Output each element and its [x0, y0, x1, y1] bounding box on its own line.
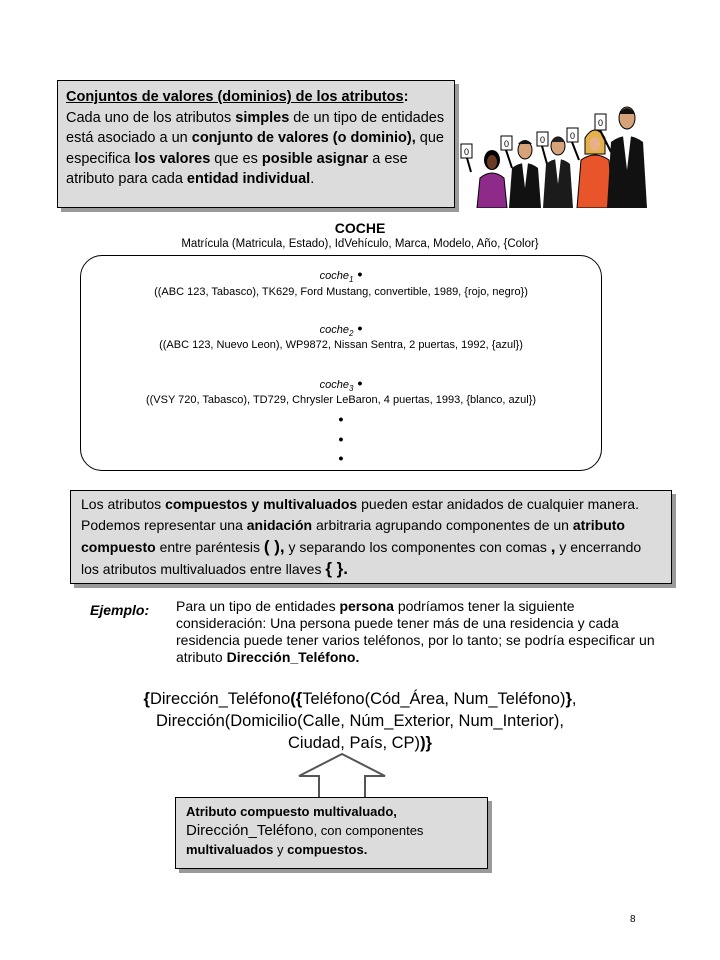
ellipsis-dot: •	[338, 411, 344, 427]
definition-text: a ese atributo para cada	[66, 150, 408, 187]
definition-text: de un tipo de entidades está asociado a un	[66, 109, 445, 146]
entity-values-2: ((ABC 123, Nuevo Leon), WP9872, Nissan Sentra, 2 puertas, 1992, {azul})	[159, 339, 523, 351]
svg-text:0: 0	[540, 135, 546, 145]
entity-name-text: coche	[319, 379, 349, 391]
formula-brace: ({	[290, 690, 303, 708]
svg-text:0: 0	[598, 118, 604, 128]
compound-bold: anidación	[246, 517, 313, 533]
note-text: , con componentes	[313, 823, 424, 838]
braces-symbol: { }.	[325, 559, 349, 578]
definition-text: Cada uno de los atributos	[66, 109, 236, 126]
note-bold: multivaluados	[186, 842, 274, 857]
comma-symbol: ,	[550, 537, 556, 556]
example-plain: podríamos tener la siguiente consideración: Una persona puede tener más de una residencia y cada residencia puede tener varios teléfonos, por lo tanto; se podría especificar un atributo	[176, 598, 655, 665]
formula-line: Dirección(Domicilio(Calle, Núm_Exterior, Num_Interior),	[155, 712, 565, 730]
example-bold: Dirección_Teléfono.	[226, 649, 360, 665]
note-bold: compuestos.	[287, 842, 368, 857]
entity-bullet: •	[357, 266, 363, 282]
example-bold: persona	[339, 598, 394, 614]
entity-attributes: Matrícula (Matricula, Estado), IdVehículo, Marca, Modelo, Año, {Color}	[181, 238, 539, 250]
definition-text: que es	[210, 150, 262, 167]
voting-people-illustration	[455, 98, 683, 208]
entity-bullet: •	[357, 375, 363, 391]
formula-brace: )}	[420, 734, 432, 752]
entity-name-2	[80, 320, 602, 338]
compound-text: entre paréntesis	[155, 539, 264, 555]
definition-bold: simples	[235, 109, 290, 126]
formula-part: ,	[571, 690, 577, 708]
page-number: 8	[630, 914, 636, 925]
domain-definition-box	[57, 80, 455, 208]
formula-line: Ciudad, País, CP)	[288, 734, 421, 752]
compound-text: arbitraria agrupando componentes de un	[312, 517, 573, 533]
example-label: Ejemplo:	[90, 602, 150, 618]
definition-text: .	[310, 171, 315, 187]
entity-subscript: 3	[349, 384, 354, 394]
nested-attributes-box	[70, 490, 672, 584]
entity-name-text: coche	[319, 270, 349, 282]
example-text	[176, 598, 656, 666]
entity-name-text: coche	[319, 324, 349, 336]
formula-part: Dirección_Teléfono	[149, 690, 291, 708]
entity-type-title: COCHE	[334, 220, 386, 236]
formula-brace: {	[143, 690, 150, 708]
compound-text: Los atributos	[81, 496, 166, 512]
definition-bold: entidad individual	[186, 171, 311, 187]
formula-part: Teléfono(Cód_Área, Num_Teléfono)	[302, 690, 566, 708]
definition-bold: conjunto de valores	[191, 130, 329, 146]
ellipsis-dot: •	[338, 450, 344, 466]
svg-text:0: 0	[504, 139, 510, 149]
entity-values-1: ((ABC 123, Tabasco), TK629, Ford Mustang, convertible, 1989, {rojo, negro})	[154, 286, 528, 298]
svg-text:0: 0	[464, 147, 470, 157]
attribute-formula	[0, 688, 720, 754]
definition-bold: (o dominio),	[332, 130, 416, 146]
entity-values-3: ((VSY 720, Tabasco), TD729, Chrysler LeBaron, 4 puertas, 1993, {blanco, azul})	[145, 394, 537, 406]
entity-bullet: •	[357, 320, 363, 336]
compound-text: y separando los componentes con comas	[284, 539, 551, 555]
definition-bold: los valores	[134, 150, 211, 167]
compound-text: pueden estar anidados de cualquier manera. Podemos representar una	[81, 496, 639, 533]
note-attribute-name: Dirección_Teléfono	[186, 822, 314, 839]
compound-bold: atributo compuesto	[81, 517, 625, 555]
compound-text: y encerrando los atributos multivaluados entre llaves	[81, 539, 642, 577]
definition-bold: posible asignar	[261, 150, 369, 167]
ellipsis-dot: •	[338, 431, 344, 447]
example-plain: Para un tipo de entidades	[176, 598, 340, 614]
attribute-note-box	[175, 797, 488, 869]
note-bold: Atributo compuesto multivaluado,	[186, 804, 397, 819]
note-text: y	[273, 842, 288, 857]
definition-title-colon: :	[403, 89, 409, 105]
parentheses-symbol: ( ),	[263, 537, 285, 556]
svg-text:0: 0	[570, 131, 576, 141]
definition-text: que especifica	[66, 130, 444, 167]
entity-name-3	[80, 375, 602, 393]
compound-bold: compuestos y multivaluados	[165, 496, 358, 512]
definition-title: Conjuntos de valores (dominios) de los atributos	[66, 89, 404, 105]
entity-subscript: 1	[349, 275, 354, 285]
formula-brace: }	[565, 690, 572, 708]
entity-subscript: 2	[349, 329, 354, 339]
entity-name-1	[80, 266, 602, 284]
